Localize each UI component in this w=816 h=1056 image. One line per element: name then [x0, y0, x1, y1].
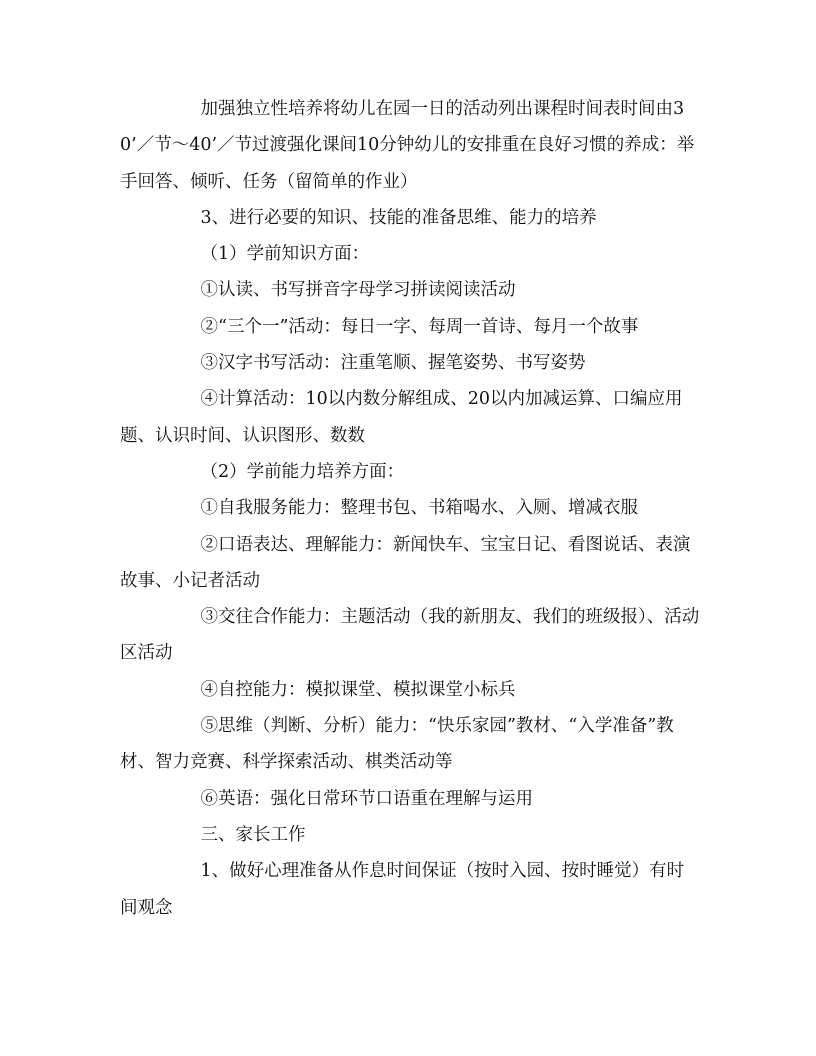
paragraph-parent-work-heading: 三、家长工作: [200, 824, 306, 845]
paragraph-knowledge-3: ③汉字书写活动：注重笔顺、握笔姿势、书写姿势: [200, 353, 586, 374]
paragraph-knowledge-4: ④计算活动：10以内数分解组成、20以内加减运算、口编应用题、认识时间、认识图形、数数: [120, 389, 683, 446]
paragraph-ability-5: ⑤思维（判断、分析）能力：“快乐家园”教材、“入学准备”教材、智力竞赛、科学探索活动、棋类活动等: [120, 716, 674, 773]
paragraph-independence: 加强独立性培养将幼儿在园一日的活动列出课程时间表时间由30’／节～40’／节过渡强化课间10分钟幼儿的安排重在良好习惯的养成：举手回答、倾听、任务（留简单的作业）: [120, 99, 695, 192]
paragraph-ability-3: ③交往合作能力：主题活动（我的新朋友、我们的班级报）、活动区活动: [120, 607, 700, 664]
paragraph-knowledge-2: ②“三个一”活动：每日一字、每周一首诗、每月一个故事: [200, 316, 639, 337]
paragraph-ability-2: ②口语表达、理解能力：新闻快车、宝宝日记、看图说话、表演故事、小记者活动: [120, 534, 691, 591]
paragraph-knowledge-heading: （1）学前知识方面：: [200, 244, 370, 265]
paragraph-ability-4: ④自控能力：模拟课堂、模拟课堂小标兵: [200, 679, 516, 700]
document-body: [120, 91, 700, 926]
paragraph-section-3: 3、进行必要的知识、技能的准备思维、能力的培养: [200, 207, 597, 228]
paragraph-ability-1: ①自我服务能力：整理书包、书箱喝水、入厕、增减衣服: [200, 498, 638, 519]
paragraph-parent-work-1: 1、做好心理准备从作息时间保证（按时入园、按时睡觉）有时间观念: [120, 861, 685, 918]
paragraph-knowledge-1: ①认读、书写拼音字母学习拼读阅读活动: [200, 280, 516, 301]
paragraph-ability-heading: （2）学前能力培养方面：: [200, 461, 405, 482]
paragraph-ability-6: ⑥英语：强化日常环节口语重在理解与运用: [200, 788, 533, 809]
